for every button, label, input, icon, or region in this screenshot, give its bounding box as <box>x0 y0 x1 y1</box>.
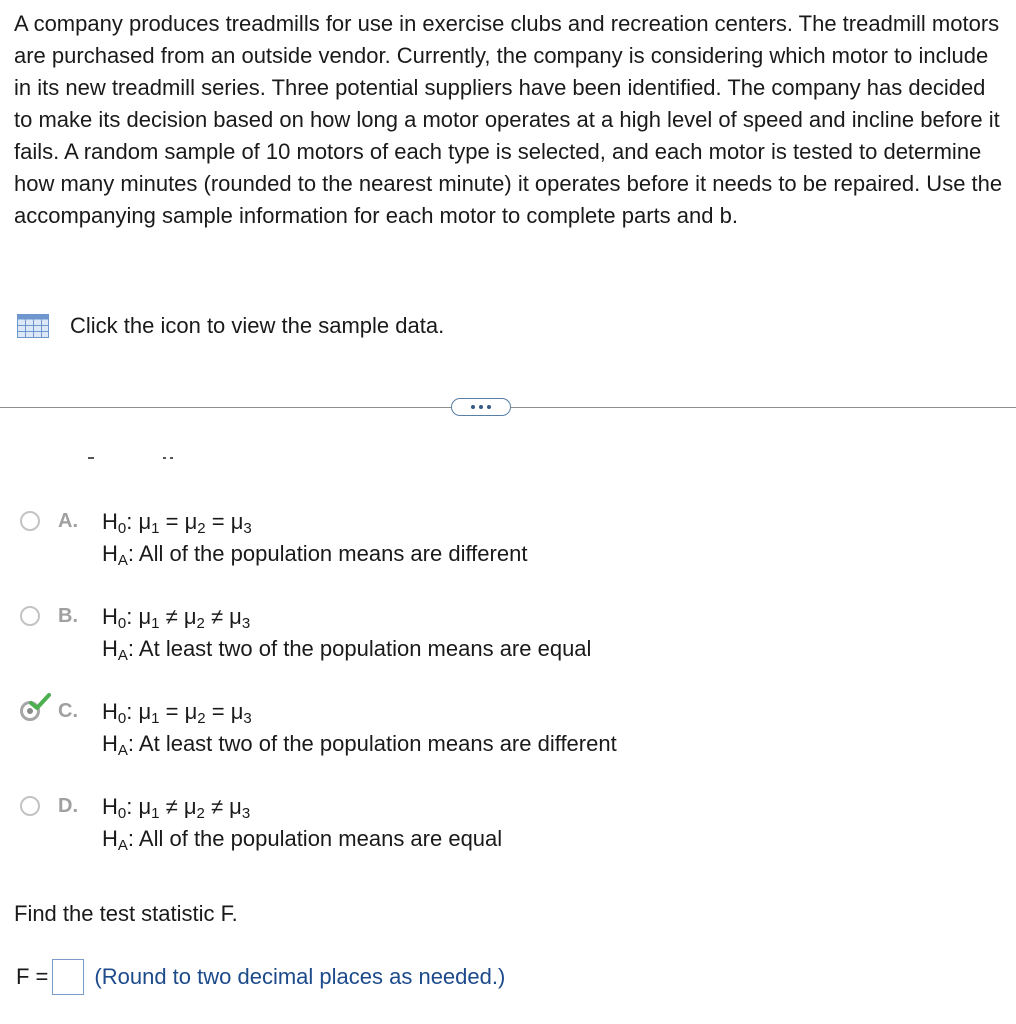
dot-icon <box>471 405 475 409</box>
option-b-radio[interactable] <box>20 606 40 626</box>
option-b-letter: B. <box>58 605 78 627</box>
dot-icon <box>487 405 491 409</box>
faint-mark <box>88 457 94 459</box>
option-c-alt-hypothesis: $H_A$: At least two of the population means are different <box>102 731 617 759</box>
option-b-alt-hypothesis: $H_A$: At least two of the population means are equal <box>102 636 592 664</box>
option-b-null-hypothesis: $H_0$: $\mu_1 \ne \mu_2 \ne \mu_3$ <box>102 604 251 632</box>
answer-row <box>16 958 505 996</box>
option-d-letter: D. <box>58 795 78 817</box>
f-answer-input[interactable] <box>52 959 84 995</box>
view-sample-data-link[interactable] <box>16 310 444 342</box>
option-d-alt-hypothesis: $H_A$: All of the population means are equal <box>102 826 503 854</box>
f-label: F = <box>16 964 49 989</box>
option-a-alt-hypothesis: $H_A$: All of the population means are different <box>102 541 528 569</box>
option-c-null-hypothesis: $H_0$: $\mu_1 = \mu_2 = \mu_3$ <box>102 699 252 727</box>
option-a-radio[interactable] <box>20 511 40 531</box>
expand-more-button[interactable] <box>451 398 511 416</box>
problem-text: A company produces treadmills for use in exercise clubs and recreation centers. The treadmill motors are purchased from an outside vendor. Currently, the company is considering which motor to include in its new treadmill series. Three potential suppliers have been identified. The company has decided to make its decision based on how long a motor operates at a high level of speed and incline before it fails. A random sample of 10 motors of each type is selected, and each motor is tested to determine how many minutes (rounded to the nearest minute) it operates before it needs to be repaired. Use the accompanying sample information for each motor to complete parts and b. <box>14 11 1003 228</box>
option-d-radio[interactable] <box>20 796 40 816</box>
option-a-letter: A. <box>58 510 78 532</box>
checkmark-icon <box>29 693 51 711</box>
dot-icon <box>479 405 483 409</box>
option-d-null-hypothesis: $H_0$: $\mu_1 \ne \mu_2 \ne \mu_3$ <box>102 794 251 822</box>
rounding-hint: (Round to two decimal places as needed.) <box>94 964 506 989</box>
option-c-letter: C. <box>58 700 78 722</box>
table-grid-icon[interactable] <box>16 313 50 339</box>
option-a-null-hypothesis: $H_0$: $\mu_1 = \mu_2 = \mu_3$ <box>102 509 252 537</box>
find-prompt: Find the test statistic F. <box>14 901 238 926</box>
view-sample-data-label[interactable]: Click the icon to view the sample data. <box>70 313 445 338</box>
faint-mark <box>163 457 173 459</box>
